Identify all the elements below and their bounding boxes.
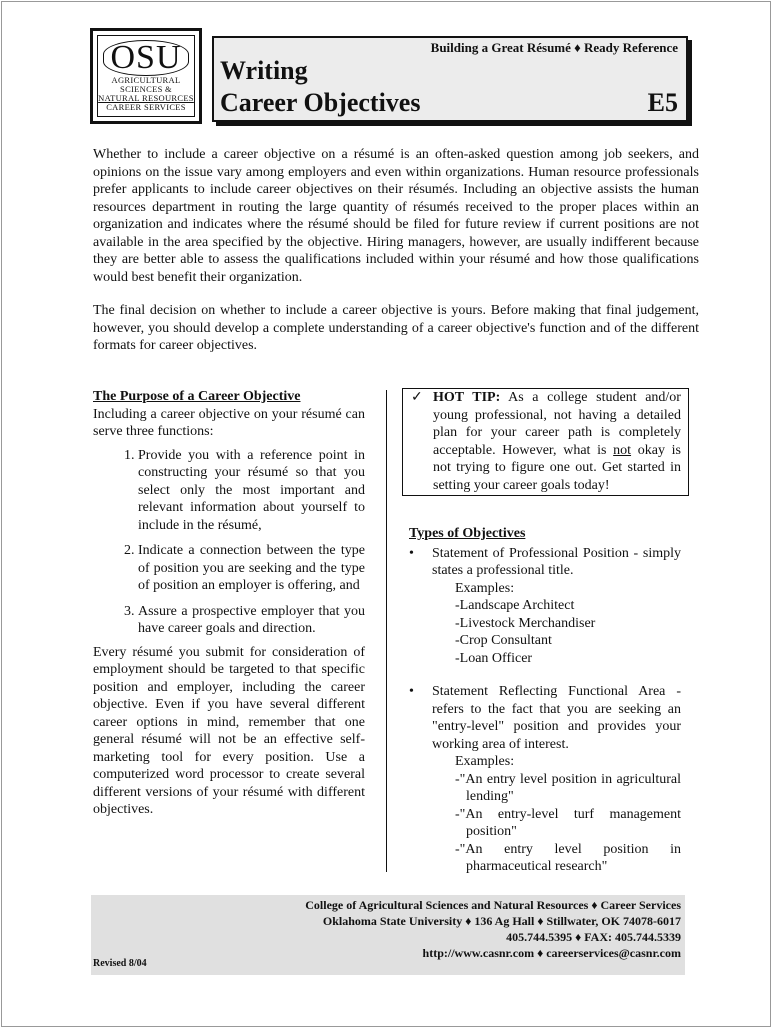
intro-paragraph-2: The final decision on whether to include a career objective is yours. Before making that final judgement, however, you should develop a complete understanding of a career objective's function and of the different formats for career objectives. <box>93 303 699 353</box>
osu-logo <box>90 28 202 124</box>
title-box <box>212 36 688 122</box>
footer-line-1: College of Agricultural Sciences and Natural Resources ♦ Career Services <box>305 898 681 912</box>
purpose-item-1: 1. Provide you with a reference point in constructing your résumé so that you select only the most important and relevant information about yourself to include in the résumé, <box>138 447 365 535</box>
purpose-lead: Including a career objective on your résumé can serve three functions: <box>93 406 365 439</box>
types-heading: Types of Objectives <box>409 526 526 541</box>
hot-tip-label: HOT TIP: <box>433 390 501 405</box>
purpose-heading: The Purpose of a Career Objective <box>93 389 301 404</box>
footer-line-4: http://www.casnr.com ♦ careerservices@casnr.com <box>422 946 681 960</box>
type-functional-text: Statement Reflecting Functional Area - refers to the fact that you are seeking an "entry-level" position and provides your working area of interest. <box>432 684 681 752</box>
footer-line-2: Oklahoma State University ♦ 136 Ag Hall ♦ Stillwater, OK 74078-6017 <box>322 914 681 928</box>
footer-contact <box>305 897 681 961</box>
logo-line-4: CAREER SERVICES <box>106 102 186 112</box>
purpose-item-2: 2. Indicate a connection between the type of position you are seeking and the type of position an employer is offering, and <box>138 542 365 595</box>
footer <box>91 895 685 975</box>
bullet-icon: • <box>409 545 414 561</box>
type-professional <box>409 545 681 668</box>
professional-example: -Crop Consultant <box>455 633 552 648</box>
logo-osu-text: OSU <box>103 40 188 76</box>
professional-example: -Livestock Merchandiser <box>455 615 596 631</box>
professional-example: -Landscape Architect <box>455 598 575 613</box>
column-divider <box>386 390 387 872</box>
hot-tip-not: not <box>613 442 632 458</box>
title-line-2: Career Objectives <box>220 88 421 117</box>
professional-examples-label: Examples: <box>455 580 515 596</box>
hot-tip-box <box>402 388 689 496</box>
purpose-closing: Every résumé you submit for consideration of employment should be targeted to that specific position and employer, including the career objective. Even if you have several different career options in mind, remember that one general résumé will not be an effective self-marketing tool for every position. Use a computerized word processor to create several different versions of your résumé with different objectives. <box>93 644 365 817</box>
revised-date: Revised 8/04 <box>93 958 147 969</box>
series-label: Building a Great Résumé ♦ Ready Reference <box>430 40 678 55</box>
type-functional <box>409 683 681 876</box>
document-code: E5 <box>647 88 678 117</box>
title-line-1: Writing <box>220 56 308 85</box>
bullet-icon: • <box>409 684 414 699</box>
intro-paragraph-1: Whether to include a career objective on a résumé is an often-asked question among job seekers, and opinions on the issue vary among employers and even within organizations. Human resource professionals prefer applicants to include career objectives on their résumés. Including an objective assists the human resources department in routing the large quantity of résumés received to the proper places within an organization and indicates where the résumé should be filed for future review if current positions are not available in the area specified by the objective. Hiring managers, however, are usually indifferent because they are better able to assess the qualifications included within your résumé and how those qualifications would best benefit their organization. <box>93 147 699 285</box>
checkmark-icon: ✓ <box>411 390 423 405</box>
footer-line-3: 405.744.5395 ♦ FAX: 405.744.5339 <box>506 930 681 944</box>
hot-tip-text-a: As a college student and/or young professional, not having a detailed plan for your career path is completely acceptable. However, what is <box>433 390 681 458</box>
logo-line-3: NATURAL RESOURCES <box>98 93 194 103</box>
professional-example: -Loan Officer <box>455 650 533 666</box>
logo-line-1: AGRICULTURAL <box>111 75 181 85</box>
functional-examples-label: Examples: <box>455 754 515 769</box>
hot-tip-text <box>433 389 681 494</box>
logo-frame <box>97 35 195 117</box>
type-professional-text: Statement of Professional Position - simply states a professional title. <box>432 545 681 578</box>
types-section <box>409 525 681 876</box>
logo-line-2: SCIENCES & <box>120 84 172 94</box>
functional-example: -"An entry level position in agricultural lending" <box>455 771 681 804</box>
functional-example: -"An entry level position in pharmaceutical research" <box>455 841 681 874</box>
purpose-item-3: 3. Assure a prospective employer that you have career goals and direction. <box>138 603 365 638</box>
functional-example: -"An entry-level turf management position" <box>455 806 681 839</box>
purpose-section <box>93 388 365 819</box>
purpose-list <box>93 447 365 638</box>
hot-tip-text-b: okay is not trying to figure one out. Get started in setting your career goals today! <box>433 442 681 493</box>
